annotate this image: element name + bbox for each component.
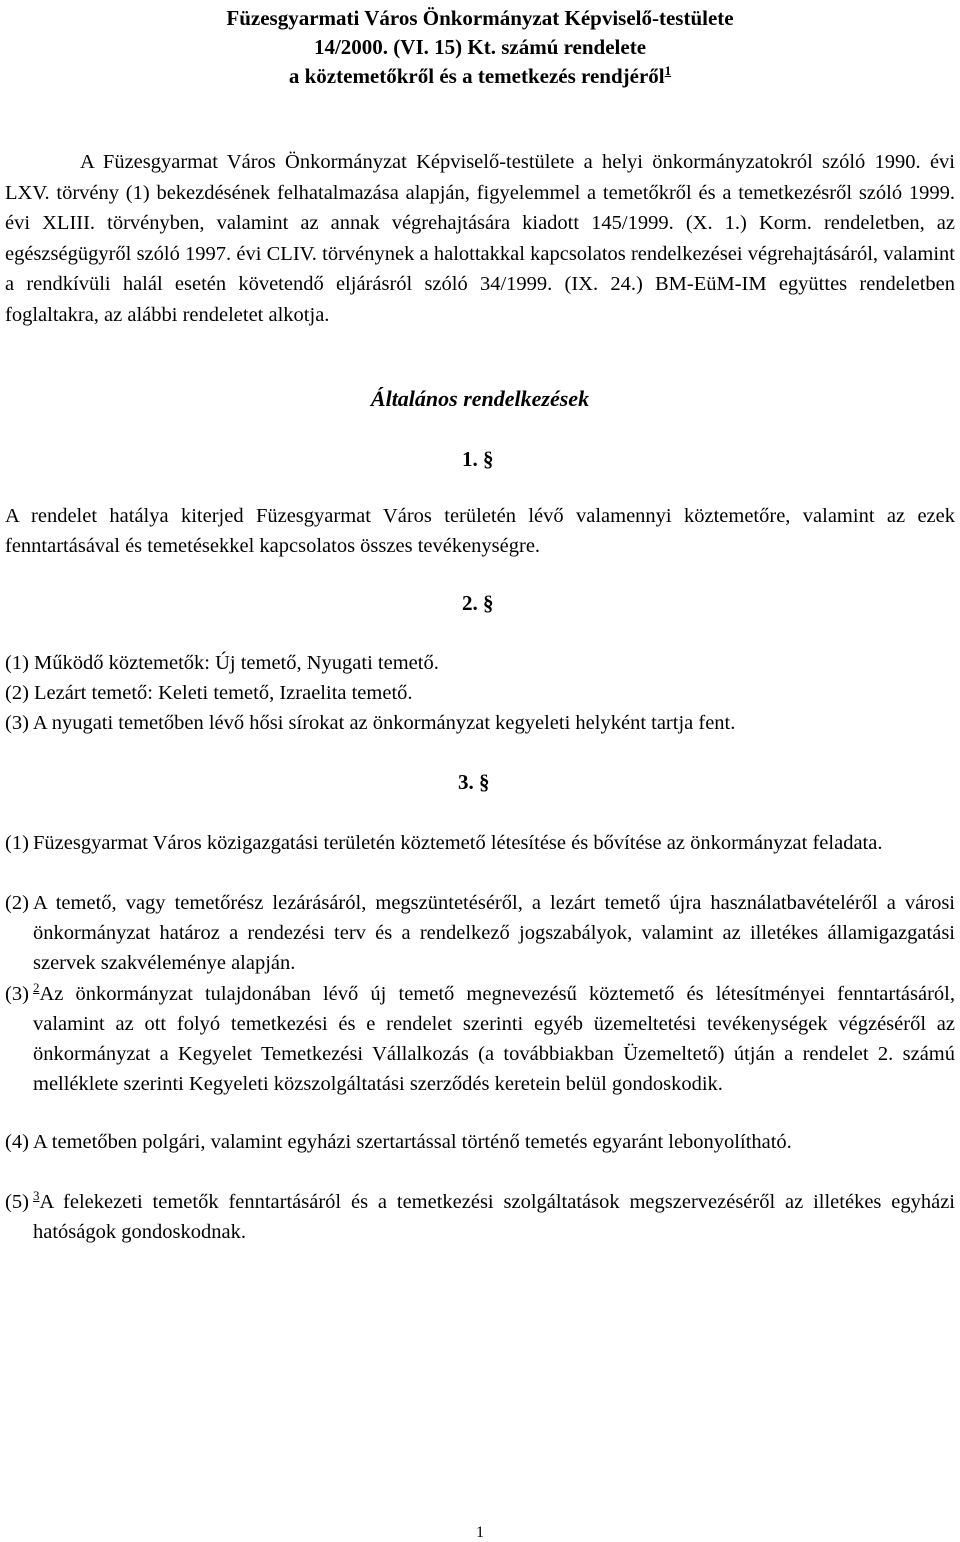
- section-3-item-3: [5, 979, 955, 1099]
- page-number: 1: [476, 1524, 484, 1541]
- title-line-1: Füzesgyarmati Város Önkormányzat Képviselő-testülete: [226, 6, 734, 30]
- section-3-number: 3. §: [458, 770, 490, 794]
- section-3-item-2-text: A temető, vagy temetőrész lezárásáról, megszüntetéséről, a lezárt temető újra használatbavételéről a városi önkormányzat határoz a rendezési terv és a rendelkező jogszabályok, valamint az illetékes államigazgatási szervek szakvéleménye alapján.: [33, 892, 955, 974]
- document-title: [0, 4, 960, 91]
- section-3-item-4-num: (4): [5, 1131, 29, 1153]
- section-3-item-3-text-wrap: [33, 979, 955, 1099]
- section-1-number: 1. §: [462, 447, 494, 471]
- footnote-ref-3[interactable]: 3: [33, 1188, 40, 1204]
- title-line-3-text: a köztemetőkről és a temetkezés rendjéről: [288, 64, 665, 88]
- section-2-number: 2. §: [462, 591, 494, 615]
- section-3-item-5-num: (5): [5, 1191, 29, 1213]
- section-3-item-4-text: A temetőben polgári, valamint egyházi szertartással történő temetés egyaránt lebonyolítható.: [33, 1131, 792, 1153]
- section-3-item-1-num: (1): [5, 832, 29, 854]
- section-3-item-3-num: (3): [5, 983, 29, 1005]
- footnote-ref-1[interactable]: 1: [664, 63, 672, 78]
- section-2-item-3: (3) A nyugati temetőben lévő hősi sírokat az önkormányzat kegyeleti helyként tartja fent.: [5, 712, 736, 734]
- title-line-3: [0, 62, 960, 91]
- section-1-text: A rendelet hatálya kiterjed Füzesgyarmat Város területén lévő valamennyi köztemetőre, valamint az ezek fenntartásával és temetésekkel kapcsolatos összes tevékenységre.: [5, 505, 955, 557]
- section-3-item-5-text-wrap: [33, 1187, 955, 1247]
- section-3-item-2-num: (2): [5, 892, 29, 914]
- preamble: A Füzesgyarmat Város Önkormányzat Képviselő-testülete a helyi önkormányzatokról szóló 1990. évi LXV. törvény (1) bekezdésének felhatalmazása alapján, figyelemmel a temetőkről és a temetkezésről szóló 1999. évi XLIII. törvényben, valamint az annak végrehajtására kiadott 145/1999. (X. 1.) Korm. rendeletben, az egészségügyről szóló 1997. évi CLIV. törvénynek a halottakkal kapcsolatos rendelkezései végrehajtásáról, valamint a rendkívüli halál esetén követendő eljárásról szóló 34/1999. (IX. 24.) BM-EüM-IM együttes rendeletben foglaltakra, az alábbi rendeletet alkotja.: [5, 151, 955, 326]
- section-3-item-5: [5, 1187, 955, 1247]
- heading-general-provisions: Általános rendelkezések: [370, 386, 590, 411]
- section-3-item-4: [5, 1127, 955, 1157]
- section-3-item-2: [5, 888, 955, 978]
- section-3-item-5-text: A felekezeti temetők fenntartásáról és a temetkezési szolgáltatások megszervezéséről az illetékes egyházi hatóságok gondoskodnak.: [33, 1191, 955, 1243]
- section-2-item-1: (1) Működő köztemetők: Új temető, Nyugati temető.: [5, 652, 439, 674]
- section-3-item-1-text: Füzesgyarmat Város közigazgatási területén köztemető létesítése és bővítése az önkormányzat feladata.: [33, 832, 883, 854]
- footnote-ref-2[interactable]: 2: [33, 980, 40, 996]
- section-2-item-2: (2) Lezárt temető: Keleti temető, Izraelita temető.: [5, 682, 413, 704]
- section-3-item-3-text: Az önkormányzat tulajdonában lévő új temető megnevezésű köztemető és létesítményei fenntartásáról, valamint az ott folyó temetkezési és e rendelet szerinti egyéb üzemeltetési tevékenységek végzéséről az önkormányzat a Kegyelet Temetkezési Vállalkozás (a továbbiakban Üzemeltető) útján a rendelet 2. számú melléklete szerinti Kegyeleti közszolgáltatási szerződés keretein belül gondoskodik.: [33, 983, 955, 1095]
- section-3-item-1: [5, 828, 955, 858]
- title-line-2: 14/2000. (VI. 15) Kt. számú rendelete: [313, 35, 647, 59]
